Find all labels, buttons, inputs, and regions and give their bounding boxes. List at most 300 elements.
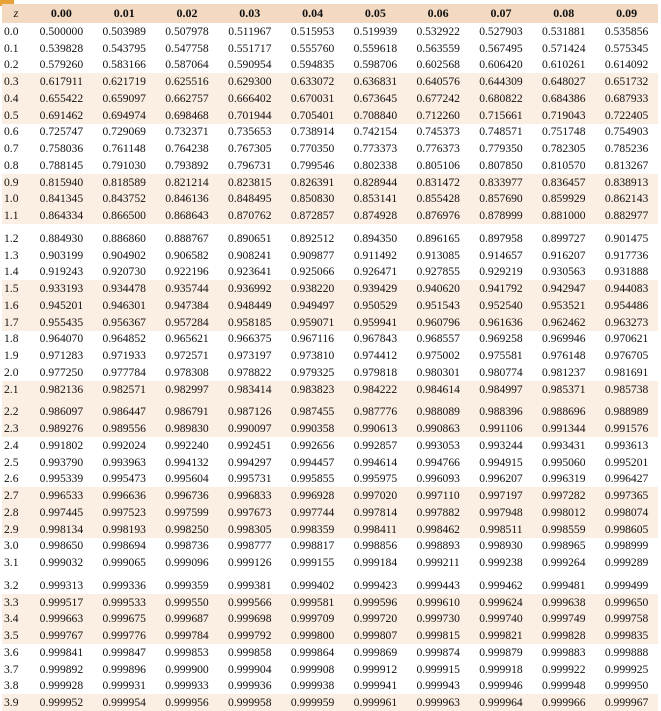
probability-cell: 0.551717 [228,41,272,55]
probability-cell: 0.990863 [416,422,460,436]
probability-cell: 0.999952 [39,696,84,710]
probability-cell: 0.732371 [165,125,209,139]
probability-cell: 0.999915 [416,662,460,676]
probability-cell: 0.998359 [290,522,335,536]
probability-cell: 0.985738 [604,382,649,396]
probability-cell: 0.999730 [416,612,460,626]
probability-cell: 0.991344 [542,422,586,436]
probability-cell: 0.979818 [353,365,398,379]
probability-cell: 0.673645 [353,91,398,105]
probability-cell: 0.999841 [39,645,84,659]
probability-cell: 0.779350 [479,142,523,156]
probability-cell: 0.990358 [290,422,335,436]
probability-cell: 0.927855 [416,265,460,279]
z-value-cell: 0.8 [4,158,19,172]
z-value-cell: 1.7 [4,315,19,329]
probability-cell: 0.978822 [228,365,272,379]
probability-cell: 0.967116 [291,332,335,346]
probability-cell: 0.987126 [228,405,272,419]
probability-cell: 0.955435 [39,315,84,329]
table-row [2,571,658,594]
probability-cell: 0.831472 [416,175,460,189]
probability-cell: 0.503989 [102,24,146,38]
probability-cell: 0.939429 [353,282,398,296]
probability-cell: 0.988989 [604,405,649,419]
probability-cell: 0.960796 [416,315,460,329]
probability-cell: 0.531881 [542,24,586,38]
probability-cell: 0.999954 [102,696,146,710]
table-row [2,398,658,421]
probability-cell: 0.998305 [228,522,272,536]
z-value-cell: 2.8 [4,505,19,519]
probability-cell: 0.998074 [604,505,649,519]
normal-distribution-table [2,4,658,711]
probability-cell: 0.999581 [290,595,335,609]
probability-cell: 0.992024 [102,438,146,452]
probability-cell: 0.796731 [228,158,272,172]
probability-cell: 0.999950 [604,679,649,693]
probability-cell: 0.930563 [542,265,586,279]
probability-cell: 0.999908 [290,662,335,676]
probability-cell: 0.999900 [165,662,209,676]
probability-cell: 0.986447 [102,405,146,419]
z-value-cell: 2.9 [4,522,19,536]
probability-cell: 0.985371 [542,382,586,396]
probability-cell: 0.571424 [542,41,586,55]
probability-cell: 0.940620 [416,282,460,296]
probability-cell: 0.719043 [542,108,586,122]
probability-cell: 0.992656 [290,438,335,452]
table-body [2,23,658,711]
z-value-cell: 0.2 [4,58,19,72]
probability-cell: 0.862143 [604,192,649,206]
probability-cell: 0.997445 [39,505,84,519]
probability-cell: 0.764238 [165,142,209,156]
probability-cell: 0.996319 [542,472,586,486]
probability-cell: 0.828944 [353,175,398,189]
probability-cell: 0.949497 [290,298,335,312]
probability-cell: 0.998930 [479,539,523,553]
probability-cell: 0.999096 [165,556,209,570]
z-value-cell: 3.0 [4,539,19,553]
probability-cell: 0.986791 [165,405,209,419]
probability-cell: 0.999313 [39,578,84,592]
z-value-cell: 1.1 [4,209,19,223]
probability-cell: 0.519939 [353,24,398,38]
z-value-cell: 2.3 [4,422,19,436]
probability-cell: 0.836457 [542,175,586,189]
probability-cell: 0.926471 [353,265,398,279]
probability-cell: 0.999687 [165,612,209,626]
probability-cell: 0.882977 [604,209,649,223]
probability-cell: 0.988396 [479,405,523,419]
probability-cell: 0.989556 [102,422,146,436]
probability-cell: 0.610261 [542,58,586,72]
table-row [2,174,658,191]
probability-cell: 0.999828 [542,629,586,643]
table-row [2,611,658,628]
probability-cell: 0.964070 [39,332,84,346]
column-header: 0.02 [176,6,198,20]
z-value-cell: 0.4 [4,91,19,105]
table-row [2,487,658,504]
probability-cell: 0.999879 [479,645,523,659]
probability-cell: 0.754903 [604,125,649,139]
probability-cell: 0.644309 [479,75,523,89]
probability-cell: 0.974412 [353,349,398,363]
probability-cell: 0.712260 [416,108,460,122]
probability-cell: 0.826391 [290,175,335,189]
probability-cell: 0.975002 [416,349,460,363]
probability-cell: 0.999792 [228,629,272,643]
probability-cell: 0.996833 [228,489,272,503]
header-row [2,4,658,23]
probability-cell: 0.567495 [479,41,523,55]
probability-cell: 0.956367 [102,315,146,329]
probability-cell: 0.999155 [290,556,335,570]
probability-cell: 0.881000 [542,209,586,223]
table-row [2,224,658,247]
probability-cell: 0.999238 [479,556,523,570]
probability-cell: 0.698468 [165,108,209,122]
probability-cell: 0.971283 [39,349,84,363]
probability-cell: 0.680822 [479,91,523,105]
z-value-cell: 3.3 [4,595,19,609]
probability-cell: 0.999336 [102,578,146,592]
probability-cell: 0.629300 [228,75,272,89]
probability-cell: 0.990097 [228,422,272,436]
probability-cell: 0.993963 [102,455,146,469]
probability-cell: 0.999650 [604,595,649,609]
probability-cell: 0.500000 [39,24,84,38]
probability-cell: 0.999956 [165,696,209,710]
probability-cell: 0.916207 [542,248,586,262]
probability-cell: 0.911492 [353,248,397,262]
probability-cell: 0.998134 [39,522,84,536]
probability-cell: 0.614092 [604,58,649,72]
column-header: 0.01 [113,6,135,20]
z-value-cell: 1.3 [4,248,19,262]
probability-cell: 0.969946 [542,332,586,346]
probability-cell: 0.857690 [479,192,523,206]
probability-cell: 0.983823 [290,382,335,396]
z-value-cell: 3.8 [4,679,19,693]
probability-cell: 0.648027 [542,75,586,89]
probability-cell: 0.997673 [228,505,272,519]
probability-cell: 0.989276 [39,422,84,436]
probability-cell: 0.973197 [228,349,272,363]
probability-cell: 0.853141 [353,192,398,206]
probability-cell: 0.543795 [102,41,146,55]
probability-cell: 0.998250 [165,522,209,536]
column-header: 0.03 [239,6,261,20]
probability-cell: 0.997882 [416,505,460,519]
probability-cell: 0.999481 [542,578,586,592]
table-row [2,191,658,208]
probability-cell: 0.805106 [416,158,460,172]
probability-cell: 0.625516 [165,75,209,89]
probability-cell: 0.999958 [228,696,272,710]
table-row [2,538,658,555]
probability-cell: 0.999740 [479,612,523,626]
probability-cell: 0.901475 [604,231,649,245]
probability-cell: 0.694974 [102,108,146,122]
probability-cell: 0.998462 [416,522,460,536]
probability-cell: 0.981691 [604,365,649,379]
probability-cell: 0.999931 [102,679,146,693]
z-value-cell: 1.5 [4,282,19,296]
probability-cell: 0.745373 [416,125,460,139]
probability-cell: 0.767305 [228,142,272,156]
z-value-cell: 2.4 [4,438,19,452]
probability-cell: 0.978308 [165,365,209,379]
z-value-cell: 1.8 [4,332,19,346]
z-value-cell: 0.1 [4,41,19,55]
column-header: 0.04 [302,6,324,20]
table-row [2,23,658,40]
probability-cell: 0.999550 [165,595,209,609]
probability-cell: 0.999767 [39,629,84,643]
table-row [2,454,658,471]
probability-cell: 0.904902 [102,248,146,262]
probability-cell: 0.999967 [604,696,649,710]
probability-cell: 0.944083 [604,282,649,296]
z-value-cell: 2.6 [4,472,19,486]
z-value-cell: 3.1 [4,556,19,570]
probability-cell: 0.748571 [479,125,523,139]
probability-cell: 0.996736 [165,489,209,503]
probability-cell: 0.999784 [165,629,209,643]
probability-cell: 0.621719 [102,75,146,89]
probability-cell: 0.846136 [165,192,209,206]
table-row [2,124,658,141]
probability-cell: 0.999922 [542,662,586,676]
probability-cell: 0.993053 [416,438,460,452]
z-value-cell: 0.3 [4,75,19,89]
probability-cell: 0.999533 [102,595,146,609]
probability-cell: 0.659097 [102,91,146,105]
table-row [2,107,658,124]
column-header: 0.08 [553,6,575,20]
probability-cell: 0.963273 [604,315,649,329]
probability-cell: 0.999943 [416,679,460,693]
probability-cell: 0.998856 [353,539,398,553]
probability-cell: 0.934478 [102,282,146,296]
probability-cell: 0.864334 [39,209,84,223]
probability-cell: 0.942947 [542,282,586,296]
probability-cell: 0.725747 [39,125,84,139]
probability-cell: 0.999462 [479,578,523,592]
probability-cell: 0.957284 [165,315,209,329]
probability-cell: 0.999961 [353,696,398,710]
probability-cell: 0.884930 [39,231,84,245]
probability-cell: 0.997599 [165,505,209,519]
probability-cell: 0.999758 [604,612,649,626]
probability-cell: 0.917736 [604,248,649,262]
probability-cell: 0.999624 [479,595,523,609]
probability-cell: 0.999928 [39,679,84,693]
probability-cell: 0.894350 [353,231,398,245]
probability-cell: 0.999869 [353,645,398,659]
table-row [2,554,658,571]
probability-cell: 0.999289 [604,556,649,570]
z-value-cell: 0.0 [4,24,19,38]
probability-cell: 0.999858 [228,645,272,659]
probability-cell: 0.999381 [228,578,272,592]
probability-cell: 0.946301 [102,298,146,312]
probability-cell: 0.972571 [165,349,209,363]
probability-cell: 0.555760 [290,41,335,55]
probability-cell: 0.994457 [290,455,335,469]
probability-cell: 0.999610 [416,595,460,609]
probability-cell: 0.984614 [416,382,460,396]
probability-cell: 0.677242 [416,91,460,105]
probability-cell: 0.994132 [165,455,209,469]
probability-cell: 0.579260 [39,58,84,72]
probability-cell: 0.563559 [416,41,460,55]
probability-cell: 0.991576 [604,422,649,436]
probability-cell: 0.994297 [228,455,272,469]
probability-cell: 0.971933 [102,349,146,363]
probability-cell: 0.583166 [102,58,146,72]
probability-cell: 0.684386 [542,91,586,105]
probability-cell: 0.995731 [228,472,272,486]
probability-cell: 0.920730 [102,265,146,279]
column-header: 0.09 [616,6,638,20]
probability-cell: 0.701944 [228,108,272,122]
probability-cell: 0.788145 [39,158,84,172]
probability-cell: 0.906582 [165,248,209,262]
probability-cell: 0.995201 [604,455,649,469]
probability-cell: 0.995339 [39,472,84,486]
probability-cell: 0.999938 [290,679,335,693]
table-row [2,694,658,711]
probability-cell: 0.878999 [479,209,523,223]
probability-cell: 0.996928 [290,489,335,503]
probability-cell: 0.999864 [290,645,335,659]
probability-cell: 0.995975 [353,472,398,486]
probability-cell: 0.908241 [228,248,272,262]
table-row [2,314,658,331]
probability-cell: 0.532922 [416,24,460,38]
table-row [2,437,658,454]
probability-cell: 0.874928 [353,209,398,223]
probability-cell: 0.782305 [542,142,586,156]
probability-cell: 0.999966 [542,696,586,710]
z-value-cell: 0.9 [4,175,19,189]
probability-cell: 0.999941 [353,679,398,693]
probability-cell: 0.999964 [479,696,523,710]
probability-cell: 0.708840 [353,108,398,122]
probability-cell: 0.983414 [228,382,272,396]
probability-cell: 0.950529 [353,298,398,312]
probability-cell: 0.821214 [165,175,209,189]
probability-cell: 0.909877 [290,248,335,262]
z-value-cell: 0.7 [4,142,19,156]
probability-cell: 0.742154 [353,125,398,139]
probability-cell: 0.666402 [228,91,272,105]
probability-cell: 0.687933 [604,91,649,105]
probability-cell: 0.547758 [165,41,209,55]
probability-cell: 0.651732 [604,75,649,89]
probability-cell: 0.953521 [542,298,586,312]
probability-cell: 0.636831 [353,75,398,89]
probability-cell: 0.999749 [542,612,586,626]
probability-cell: 0.999918 [479,662,523,676]
probability-cell: 0.793892 [165,158,209,172]
probability-cell: 0.998511 [479,522,523,536]
probability-cell: 0.993244 [479,438,523,452]
probability-cell: 0.991106 [479,422,523,436]
probability-cell: 0.993431 [542,438,586,452]
probability-cell: 0.998817 [290,539,335,553]
probability-cell: 0.799546 [290,158,335,172]
probability-cell: 0.996533 [39,489,84,503]
probability-cell: 0.999835 [604,629,649,643]
probability-cell: 0.998605 [604,522,649,536]
probability-cell: 0.773373 [353,142,398,156]
probability-cell: 0.807850 [479,158,523,172]
probability-cell: 0.999517 [39,595,84,609]
probability-cell: 0.998411 [353,522,397,536]
probability-cell: 0.998193 [102,522,146,536]
probability-cell: 0.897958 [479,231,523,245]
probability-cell: 0.980774 [479,365,523,379]
probability-cell: 0.999807 [353,629,398,643]
probability-cell: 0.888767 [165,231,209,245]
probability-cell: 0.535856 [604,24,649,38]
z-value-cell: 3.9 [4,696,19,710]
probability-cell: 0.999874 [416,645,460,659]
probability-cell: 0.997744 [290,505,335,519]
probability-cell: 0.999698 [228,612,272,626]
probability-cell: 0.590954 [228,58,272,72]
probability-cell: 0.973810 [290,349,335,363]
probability-cell: 0.977250 [39,365,84,379]
probability-cell: 0.866500 [102,209,146,223]
probability-cell: 0.996636 [102,489,146,503]
probability-cell: 0.931888 [604,265,649,279]
probability-cell: 0.868643 [165,209,209,223]
probability-cell: 0.936992 [228,282,272,296]
probability-cell: 0.913085 [416,248,460,262]
probability-cell: 0.986097 [39,405,84,419]
probability-cell: 0.964852 [102,332,146,346]
probability-cell: 0.999815 [416,629,460,643]
probability-cell: 0.662757 [165,91,209,105]
probability-cell: 0.993790 [39,455,84,469]
probability-cell: 0.989830 [165,422,209,436]
probability-cell: 0.999892 [39,662,84,676]
column-header: 0.06 [427,6,449,20]
probability-cell: 0.938220 [290,282,335,296]
probability-cell: 0.870762 [228,209,272,223]
probability-cell: 0.948449 [228,298,272,312]
probability-cell: 0.722405 [604,108,649,122]
probability-cell: 0.999888 [604,645,649,659]
table-row [2,57,658,74]
probability-cell: 0.617911 [39,75,83,89]
probability-cell: 0.997948 [479,505,523,519]
probability-cell: 0.922196 [165,265,209,279]
probability-cell: 0.999638 [542,595,586,609]
probability-cell: 0.813267 [604,158,649,172]
probability-cell: 0.935744 [165,282,209,296]
probability-cell: 0.933193 [39,282,84,296]
probability-cell: 0.925066 [290,265,335,279]
probability-cell: 0.999925 [604,662,649,676]
probability-cell: 0.633072 [290,75,335,89]
